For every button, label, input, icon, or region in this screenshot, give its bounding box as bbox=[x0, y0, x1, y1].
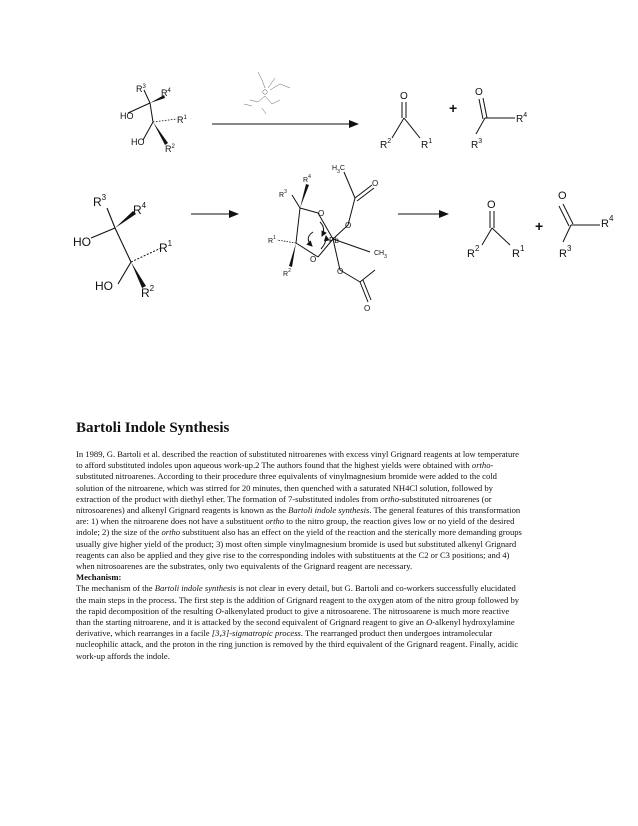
lead-tetraacetate-sketch bbox=[244, 72, 290, 114]
intermediate-o-bottom: O bbox=[364, 304, 371, 313]
top-product1-r1: R bbox=[421, 140, 429, 151]
svg-text:R1 bbox=[159, 239, 173, 255]
intermediate-r2: R bbox=[283, 271, 289, 278]
svg-text:R1 bbox=[421, 138, 432, 151]
svg-text:R1 bbox=[512, 244, 525, 260]
svg-text:H3C bbox=[332, 165, 345, 175]
bottom-reactant-diol bbox=[73, 193, 173, 300]
reaction-scheme bbox=[0, 0, 638, 400]
svg-text:R2 bbox=[467, 244, 480, 260]
article-title: Bartoli Indole Synthesis bbox=[76, 420, 230, 436]
bottom-r3-sup: 3 bbox=[101, 193, 107, 202]
text-run: -substituted nitroarenes (or nitrosoarenes) and alkenyl Grignard reagents is known as the bbox=[76, 493, 492, 516]
intermediate-h3c-h: H bbox=[332, 165, 338, 172]
mechanism-heading: Mechanism: bbox=[76, 572, 122, 583]
bottom-plus-sign: + bbox=[535, 218, 544, 234]
svg-text:R2 bbox=[165, 144, 176, 154]
svg-text:R4 bbox=[303, 174, 311, 184]
text-run: ortho bbox=[471, 460, 491, 471]
bottom-product2-r3: R bbox=[559, 248, 567, 260]
intermediate-o2: O bbox=[345, 221, 352, 230]
intermediate-r1: R bbox=[268, 238, 274, 245]
top-product2-r4-sup: 4 bbox=[523, 112, 528, 119]
bottom-r4-sup: 4 bbox=[141, 201, 147, 210]
top-product2-r3: R bbox=[471, 140, 479, 151]
bottom-product2-r3-sup: 3 bbox=[566, 244, 572, 253]
svg-text:R2 bbox=[141, 284, 155, 300]
bottom-product1-oxygen: O bbox=[487, 199, 496, 211]
text-run: Bartoli indole synthesis bbox=[288, 505, 370, 516]
text-run: ortho bbox=[380, 493, 399, 504]
intermediate-o3: O bbox=[310, 255, 317, 264]
svg-text:R4 bbox=[161, 88, 172, 98]
bottom-product1-r2: R bbox=[467, 248, 475, 260]
bottom-products bbox=[467, 190, 614, 260]
bottom-product1-r2-sup: 2 bbox=[474, 244, 480, 253]
bottom-product2-r4: R bbox=[601, 218, 609, 230]
intermediate-r3-sup: 3 bbox=[284, 189, 287, 195]
text-run: ortho bbox=[265, 516, 285, 527]
text-run: Bartoli indole synthesis bbox=[154, 583, 236, 594]
intermediate-ch3-c: CH bbox=[374, 250, 385, 257]
svg-text:R3 bbox=[93, 193, 107, 209]
top-product2-r3-sup: 3 bbox=[478, 138, 483, 145]
bottom-r2-label: R bbox=[141, 286, 150, 300]
text-run: [3,3]-sigmatropic process bbox=[211, 628, 301, 639]
intermediate-r1-sup: 1 bbox=[273, 235, 276, 241]
top-r2-label: R bbox=[165, 144, 172, 154]
top-ho2-label: HO bbox=[131, 137, 145, 147]
intermediate-o4: O bbox=[337, 267, 344, 276]
svg-text:R2 bbox=[283, 268, 291, 278]
intro-paragraph bbox=[76, 449, 523, 572]
top-product1-r2: R bbox=[380, 140, 388, 151]
top-ho1-label: HO bbox=[120, 111, 134, 121]
bottom-product2-oxygen: O bbox=[558, 190, 567, 202]
top-reactant-diol bbox=[120, 84, 188, 154]
bottom-ho2-label: HO bbox=[95, 279, 113, 293]
top-r4-sup: 4 bbox=[167, 88, 171, 94]
text-run: to the nitro group, the reaction gives low or no yield of the desired indole; 2) the size of the bbox=[76, 516, 515, 538]
top-product1-r1-sup: 1 bbox=[428, 138, 433, 145]
article-body bbox=[76, 449, 523, 662]
svg-text:R3 bbox=[471, 138, 482, 151]
bottom-r2-sup: 2 bbox=[149, 284, 155, 293]
text-run: ortho bbox=[161, 527, 181, 538]
svg-text:R4 bbox=[601, 214, 614, 230]
mechanism-paragraph bbox=[76, 583, 523, 661]
top-r3-label: R bbox=[136, 84, 143, 94]
intermediate-o-top: O bbox=[372, 179, 379, 188]
top-products bbox=[380, 87, 527, 151]
text-run: O bbox=[426, 617, 433, 628]
text-run: The mechanism of the bbox=[76, 583, 155, 594]
bottom-ho1-label: HO bbox=[73, 235, 91, 249]
text-run: is not clear in every detail, but G. Bartoli and co-workers successfully elucidated the main steps in the process. The first step is the addition of Grignard reagent to the oxygen atom of the nitro group followed by the rapid decomposition of the resulting bbox=[76, 583, 520, 616]
cyclic-lead-intermediate bbox=[268, 165, 387, 313]
text-run: . The rearranged product then undergoes intramolecular nucleophilic attack, and the proton in the ring junction is removed by the third equivalent of the Grignard reagent. Finally, acidic work-up affords the indole. bbox=[76, 628, 519, 661]
top-product2-r4: R bbox=[516, 114, 524, 125]
svg-text:R4 bbox=[133, 201, 147, 217]
intermediate-pb: Pb bbox=[329, 236, 339, 245]
text-run: In 1989, G. Bartoli et al. described the reaction of substituted nitroarenes with excess vinyl Grignard reagents at low temperature to afford substituted indoles upon aqueous work-up.2 The authors found that the highest yields were obtained with bbox=[76, 449, 519, 471]
top-r1-label: R bbox=[177, 115, 184, 125]
svg-text:CH3 bbox=[374, 250, 387, 260]
top-r2-sup: 2 bbox=[171, 144, 175, 150]
bottom-r4-label: R bbox=[133, 203, 142, 217]
bottom-r1-label: R bbox=[159, 241, 168, 255]
top-r4-label: R bbox=[161, 88, 168, 98]
intermediate-h3c-sub: 3 bbox=[337, 169, 340, 175]
svg-text:R3 bbox=[279, 189, 287, 199]
bottom-product2-r4-sup: 4 bbox=[608, 214, 614, 223]
bottom-r1-sup: 1 bbox=[167, 239, 173, 248]
top-r3-sup: 3 bbox=[142, 84, 146, 90]
text-run: -alkenyl hydroxylamine derivative, which rearranges in a facile bbox=[76, 617, 515, 639]
intermediate-o1: O bbox=[318, 209, 325, 218]
intermediate-r2-sup: 2 bbox=[288, 268, 291, 274]
top-r1-sup: 1 bbox=[183, 115, 187, 121]
top-plus-sign: + bbox=[449, 100, 458, 116]
text-run: O bbox=[215, 605, 222, 616]
intermediate-r4: R bbox=[303, 177, 309, 184]
top-product1-oxygen: O bbox=[400, 91, 408, 102]
intermediate-r4-sup: 4 bbox=[308, 174, 311, 180]
bottom-product1-r1: R bbox=[512, 248, 520, 260]
bottom-product1-r1-sup: 1 bbox=[519, 244, 525, 253]
top-product2-oxygen: O bbox=[475, 87, 483, 98]
intermediate-h3c-c: C bbox=[339, 165, 345, 172]
intermediate-r3: R bbox=[279, 192, 285, 199]
intermediate-ch3-sub: 3 bbox=[384, 254, 387, 260]
text-run: -substituted nitroarenes. According to their procedure three equivalents of vinylmagnesium bromide were added to the cold solution of the nitroarene, which was stirred for 20 minutes, then quenched with a saturated NH4Cl solution, followed by extraction of the product with diethyl ether. The formation of 7-substituted indoles from bbox=[76, 460, 497, 504]
bottom-r3-label: R bbox=[93, 195, 102, 209]
svg-text:R1 bbox=[268, 235, 276, 245]
top-product1-r2-sup: 2 bbox=[387, 138, 392, 145]
svg-text:R1 bbox=[177, 115, 188, 125]
text-run: substituent also has an effect on the yield of the reaction and the sterically more demanding groups usually give higher yield of the product; 3) most often simple vinylmagnesium bromide is used but substituted alkenyl Grignard reagents can also be applied and they give rise to the corresponding indoles with substituents at the C2 or C3 positions; and 4) when nitrosoarenes are the substrates, only two equivalents of the Grignard reagent are necessary. bbox=[76, 527, 522, 572]
text-run: -alkenylated product to give a nitrosoarene. The nitrosoarene is much more reactive than the starting nitroarene, and it is attacked by the second equivalent of Grignard reagent to give an bbox=[76, 605, 510, 628]
svg-text:R4 bbox=[516, 112, 527, 125]
text-run: . The general features of this transformation are: 1) when the nitroarene does not have a substituent bbox=[76, 505, 521, 527]
svg-text:R2 bbox=[380, 138, 391, 151]
svg-text:R3 bbox=[559, 244, 572, 260]
